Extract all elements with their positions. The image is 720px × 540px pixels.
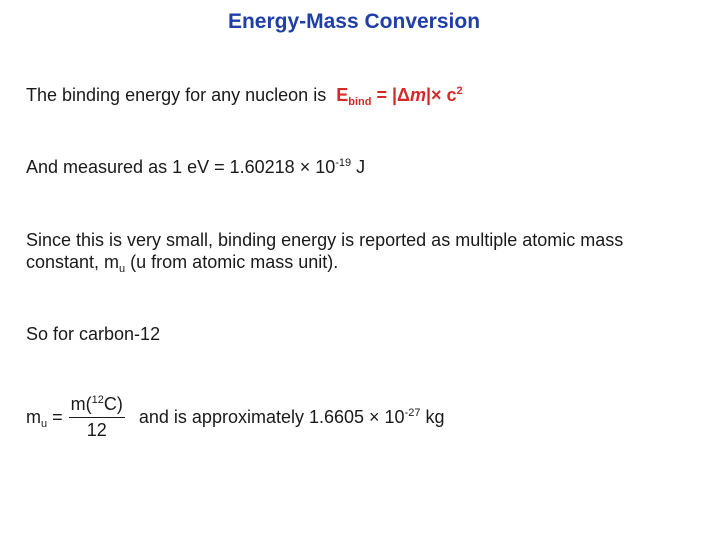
fraction-numerator: m($^{12}$C) [69,393,125,418]
approximation-text: and is approximately $1.6605 \times 10^{-27}$ kg [138,406,445,427]
ev-measure-line: And measured as 1 eV = $1.60218 \times 10^{-19}$ J [26,157,366,177]
binding-energy-formula: $E_{bind} = |\Delta m|\times c^2$ [336,85,463,108]
atomic-mass-formula [26,393,445,441]
carbon-12-line: So for carbon-12 [26,324,161,344]
atomic-mass-line-1: Since this is very small, binding energy is reported as multiple atomic mass [26,230,624,250]
atomic-mass-line-2: constant, $m_u$ (u from atomic mass unit). [26,252,339,275]
binding-energy-text: The binding energy for any nucleon is [26,85,327,105]
slide-title: Energy-Mass Conversion [227,10,481,33]
fraction-denominator: 12 [86,420,107,440]
mu-symbol: $m_u$ = [26,406,63,430]
binding-energy-line [26,84,463,106]
fraction [69,393,125,441]
